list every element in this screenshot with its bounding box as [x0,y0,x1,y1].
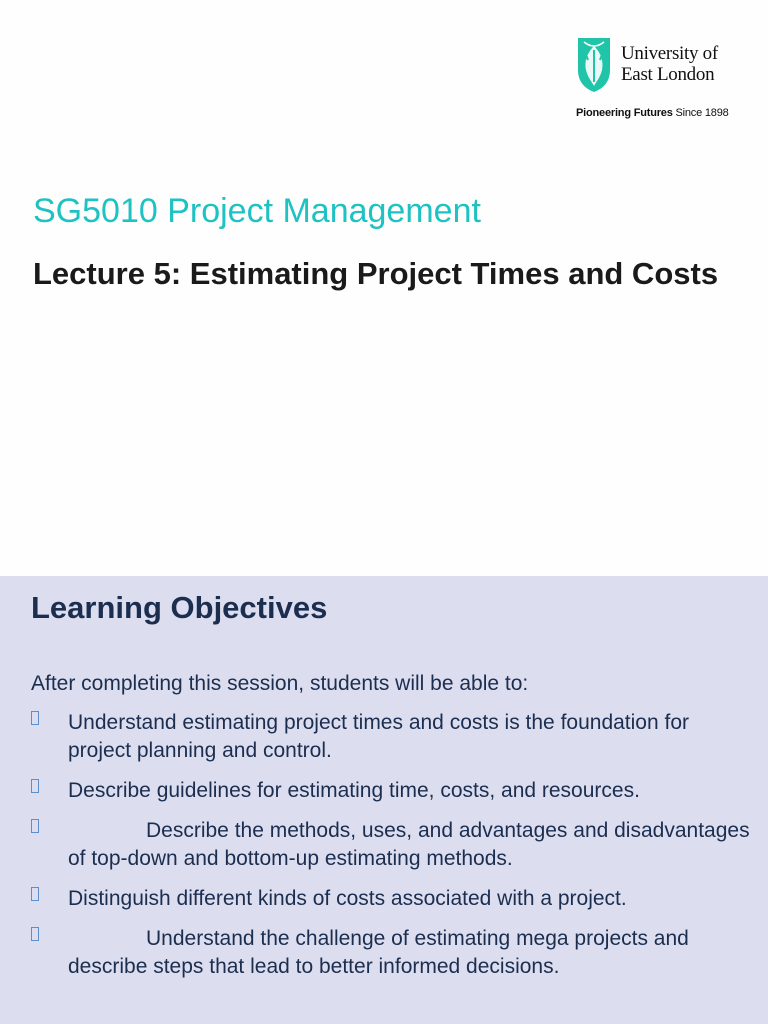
bullet-icon [31,887,39,901]
phoenix-emblem-icon [576,36,612,94]
university-name-line2: East London [621,64,715,85]
course-title: SG5010 Project Management [33,192,481,230]
objective-item [31,885,756,913]
tagline-bold: Pioneering Futures [576,107,673,119]
tagline-rest: Since 1898 [672,107,729,119]
bullet-icon [31,927,39,941]
objective-text: Understand the challenge of estimating mega projects and describe steps that lead to better informed decisions. [68,927,689,978]
objective-item [31,817,756,873]
objective-item [31,925,756,981]
objectives-list [31,709,756,993]
university-tagline [576,107,729,119]
objective-item [31,709,756,765]
objective-item [31,777,756,805]
objectives-slide [0,576,768,1024]
university-name-line1: University of [621,43,718,64]
university-logo [576,36,736,126]
objectives-heading: Learning Objectives [31,590,328,625]
objective-text: Describe the methods, uses, and advantages and disadvantages of top-down and bottom-up estimating methods. [68,819,750,870]
objectives-intro: After completing this session, students will be able to: [31,672,529,695]
lecture-title: Lecture 5: Estimating Project Times and Costs [33,256,719,291]
objective-text: Understand estimating project times and costs is the foundation for project planning and control. [68,711,689,762]
university-name [621,43,718,85]
objective-text: Describe guidelines for estimating time, costs, and resources. [68,779,640,802]
objective-text: Distinguish different kinds of costs associated with a project. [68,887,627,910]
bullet-icon [31,711,39,725]
bullet-icon [31,819,39,833]
bullet-icon [31,779,39,793]
